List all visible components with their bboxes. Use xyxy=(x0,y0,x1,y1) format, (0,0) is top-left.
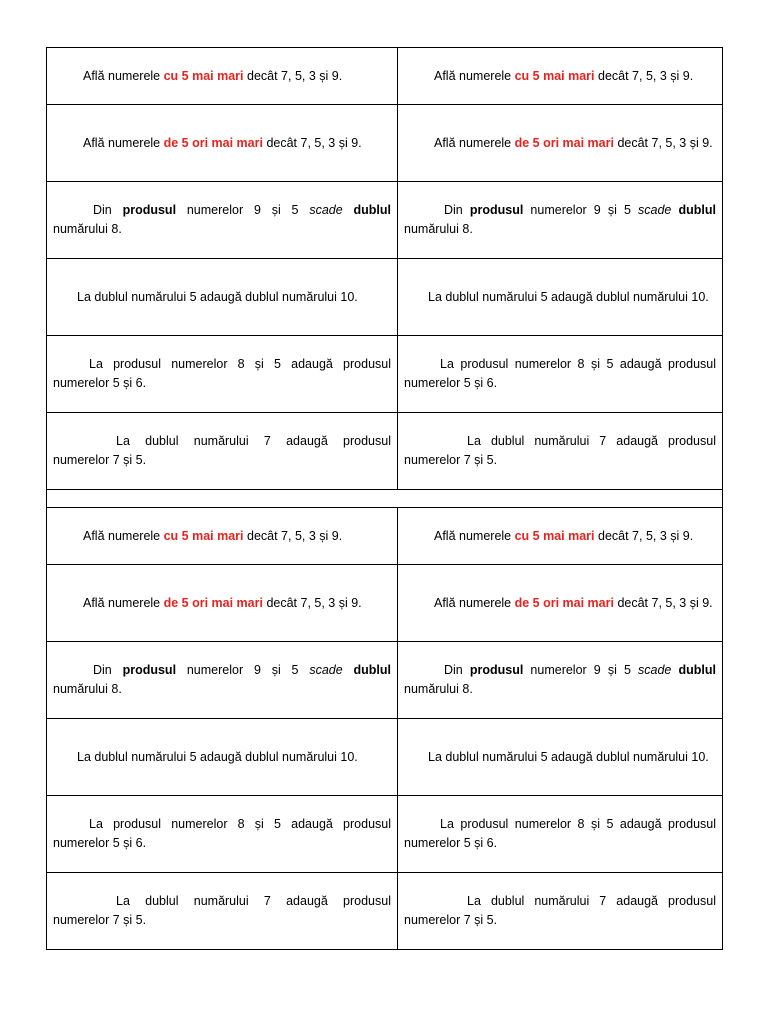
row-product-minus-double xyxy=(47,182,723,259)
card-times-5: Află numerele de 5 ori mai mari decât 7, 5, 3 și 9. xyxy=(47,565,398,642)
card-product-minus-double: Din produsul numerelor 9 și 5 scade dublul numărului 8. xyxy=(398,642,723,719)
row-double-plus-double xyxy=(47,259,723,336)
separator-cell xyxy=(47,490,723,508)
card-product-plus-product: La produsul numerelor 8 și 5 adaugă produsul numerelor 5 și 6. xyxy=(398,796,723,873)
row-times-5 xyxy=(47,565,723,642)
highlight-text: cu 5 mai mari xyxy=(163,528,244,543)
row-double-plus-product xyxy=(47,873,723,950)
card-more-by-5: Află numerele cu 5 mai mari decât 7, 5, 3 și 9. xyxy=(398,508,723,565)
row-more-by-5 xyxy=(47,48,723,105)
card-times-5: Află numerele de 5 ori mai mari decât 7, 5, 3 și 9. xyxy=(47,105,398,182)
card-product-plus-product: La produsul numerelor 8 și 5 adaugă produsul numerelor 5 și 6. xyxy=(47,796,398,873)
separator-row xyxy=(47,490,723,508)
card-times-5: Află numerele de 5 ori mai mari decât 7, 5, 3 și 9. xyxy=(398,565,723,642)
card-double-plus-double: La dublul numărului 5 adaugă dublul numărului 10. xyxy=(47,719,398,796)
card-product-plus-product: La produsul numerelor 8 și 5 adaugă produsul numerelor 5 și 6. xyxy=(398,336,723,413)
highlight-text: de 5 ori mai mari xyxy=(514,595,614,610)
card-product-minus-double: Din produsul numerelor 9 și 5 scade dublul numărului 8. xyxy=(47,642,398,719)
highlight-text: cu 5 mai mari xyxy=(163,68,244,83)
flashcards-table xyxy=(46,47,723,950)
card-times-5: Află numerele de 5 ori mai mari decât 7, 5, 3 și 9. xyxy=(398,105,723,182)
highlight-text: de 5 ori mai mari xyxy=(163,595,263,610)
row-times-5 xyxy=(47,105,723,182)
card-more-by-5: Află numerele cu 5 mai mari decât 7, 5, 3 și 9. xyxy=(47,508,398,565)
highlight-text: de 5 ori mai mari xyxy=(163,135,263,150)
card-double-plus-product: La dublul numărului 7 adaugă produsul numerelor 7 și 5. xyxy=(398,413,723,490)
row-double-plus-double xyxy=(47,719,723,796)
card-product-plus-product: La produsul numerelor 8 și 5 adaugă produsul numerelor 5 și 6. xyxy=(47,336,398,413)
row-double-plus-product xyxy=(47,413,723,490)
highlight-text: cu 5 mai mari xyxy=(514,68,595,83)
row-more-by-5 xyxy=(47,508,723,565)
row-product-plus-product xyxy=(47,336,723,413)
card-double-plus-double: La dublul numărului 5 adaugă dublul numărului 10. xyxy=(47,259,398,336)
row-product-plus-product xyxy=(47,796,723,873)
card-more-by-5: Află numerele cu 5 mai mari decât 7, 5, 3 și 9. xyxy=(47,48,398,105)
card-product-minus-double: Din produsul numerelor 9 și 5 scade dublul numărului 8. xyxy=(47,182,398,259)
card-more-by-5: Află numerele cu 5 mai mari decât 7, 5, 3 și 9. xyxy=(398,48,723,105)
card-double-plus-product: La dublul numărului 7 adaugă produsul numerelor 7 și 5. xyxy=(47,873,398,950)
card-double-plus-double: La dublul numărului 5 adaugă dublul numărului 10. xyxy=(398,259,723,336)
card-double-plus-product: La dublul numărului 7 adaugă produsul numerelor 7 și 5. xyxy=(398,873,723,950)
row-product-minus-double xyxy=(47,642,723,719)
card-double-plus-product: La dublul numărului 7 adaugă produsul numerelor 7 și 5. xyxy=(47,413,398,490)
card-product-minus-double: Din produsul numerelor 9 și 5 scade dublul numărului 8. xyxy=(398,182,723,259)
card-double-plus-double: La dublul numărului 5 adaugă dublul numărului 10. xyxy=(398,719,723,796)
highlight-text: cu 5 mai mari xyxy=(514,528,595,543)
highlight-text: de 5 ori mai mari xyxy=(514,135,614,150)
